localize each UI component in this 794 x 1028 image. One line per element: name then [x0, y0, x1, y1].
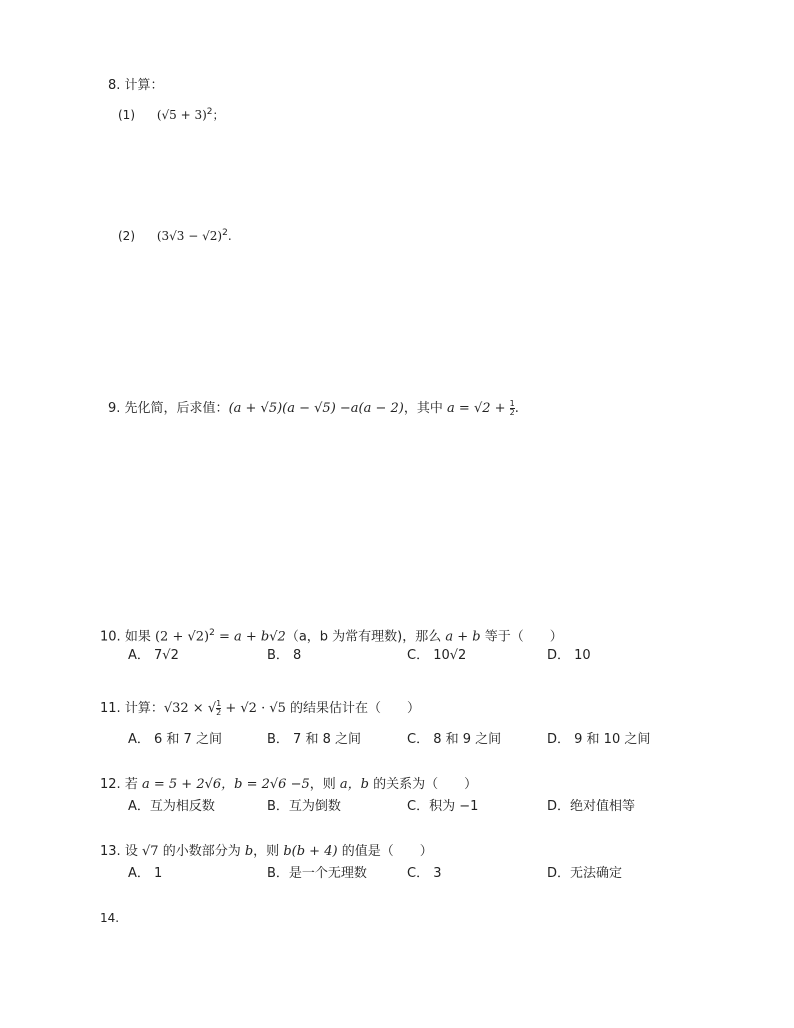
question-text: 的关系为（ ） [373, 777, 478, 792]
question-text: 计算： [124, 701, 164, 716]
option-a[interactable]: A． 6 和 7 之间 [128, 732, 222, 747]
question-text: 等于（ ） [484, 629, 563, 645]
question-text: ，则 [253, 844, 280, 859]
question-text: 计算： [124, 78, 164, 93]
fraction-denominator: 2 [509, 408, 515, 417]
punctuation: . [227, 229, 232, 243]
math-expression: (√5 + 3) [156, 108, 207, 122]
question-text: ，其中 [403, 401, 443, 416]
question-number: 13. [100, 844, 121, 859]
question-14 [100, 909, 119, 927]
question-text: 设 [124, 844, 138, 859]
exponent: 2 [222, 228, 228, 238]
option-c[interactable]: C． 3 [407, 866, 442, 881]
option-a[interactable]: A．互为相反数 [128, 799, 215, 814]
math-expression: (2 + √2) [154, 629, 210, 645]
question-number: 8. [108, 78, 121, 93]
question-12 [100, 776, 477, 794]
question-number: 11. [100, 701, 121, 716]
math-expression: (a + √5)(a − √5) −a(a − 2) [228, 401, 404, 416]
question-8-part-1 [118, 103, 225, 124]
option-b[interactable]: B． 8 [267, 648, 302, 663]
math-expression: b(b + 4) [283, 844, 338, 859]
option-b[interactable]: B．是一个无理数 [267, 866, 367, 881]
question-number: 14. [100, 911, 120, 925]
punctuation: ； [212, 108, 225, 122]
option-c[interactable]: C． 10√2 [407, 648, 467, 663]
math-expression: + √2 · √5 [221, 701, 286, 716]
math-expression: b [244, 844, 254, 859]
question-10 [100, 624, 563, 646]
option-b[interactable]: B．互为倒数 [267, 799, 341, 814]
math-expression: a，b [339, 777, 369, 792]
fraction-numerator: 1 [509, 399, 515, 408]
question-text: （a，b 为常有理数)，那么 [285, 629, 442, 645]
fraction-denominator: 2 [216, 708, 222, 717]
option-b[interactable]: B． 7 和 8 之间 [267, 732, 361, 747]
part-label: (1) [118, 108, 135, 122]
question-text: 先化简，后求值： [124, 401, 229, 416]
math-expression: √32 × √ [163, 701, 217, 716]
option-d[interactable]: D． 10 [547, 648, 591, 663]
question-9 [108, 400, 519, 418]
part-label: (2) [118, 229, 135, 243]
math-expression: (3√3 − √2) [156, 229, 223, 243]
question-text: 的结果估计在（ ） [290, 701, 421, 716]
option-a[interactable]: A． 1 [128, 866, 163, 881]
option-c[interactable]: C．积为 −1 [407, 799, 479, 814]
option-d[interactable]: D．无法确定 [547, 866, 623, 881]
math-expression: a = 5 + 2√6，b = 2√6 −5 [141, 777, 310, 792]
question-number: 9. [108, 401, 121, 416]
question-number: 12. [100, 777, 121, 792]
question-8-part-2 [118, 224, 232, 245]
question-text: 的值是（ ） [341, 844, 433, 859]
question-text: 的小数部分为 [162, 844, 241, 859]
math-expression: √7 [141, 844, 159, 859]
option-a[interactable]: A． 7√2 [128, 648, 179, 663]
question-13 [100, 843, 433, 861]
punctuation: . [514, 401, 519, 416]
question-11 [100, 700, 420, 718]
question-text: 如果 [124, 629, 151, 645]
option-d[interactable]: D．绝对值相等 [547, 799, 636, 814]
question-number: 10. [100, 629, 121, 645]
math-expression: = a + b√2 [214, 629, 286, 645]
fraction-numerator: 1 [216, 699, 222, 708]
option-d[interactable]: D． 9 和 10 之间 [547, 732, 651, 747]
question-text: 若 [124, 777, 138, 792]
exponent: 2 [206, 107, 213, 117]
exponent: 2 [209, 628, 215, 638]
question-8-stem [108, 77, 164, 95]
math-condition: a = √2 + [447, 401, 506, 416]
option-c[interactable]: C． 8 和 9 之间 [407, 732, 502, 747]
math-expression: a + b [445, 629, 481, 645]
question-text: ，则 [309, 777, 336, 792]
